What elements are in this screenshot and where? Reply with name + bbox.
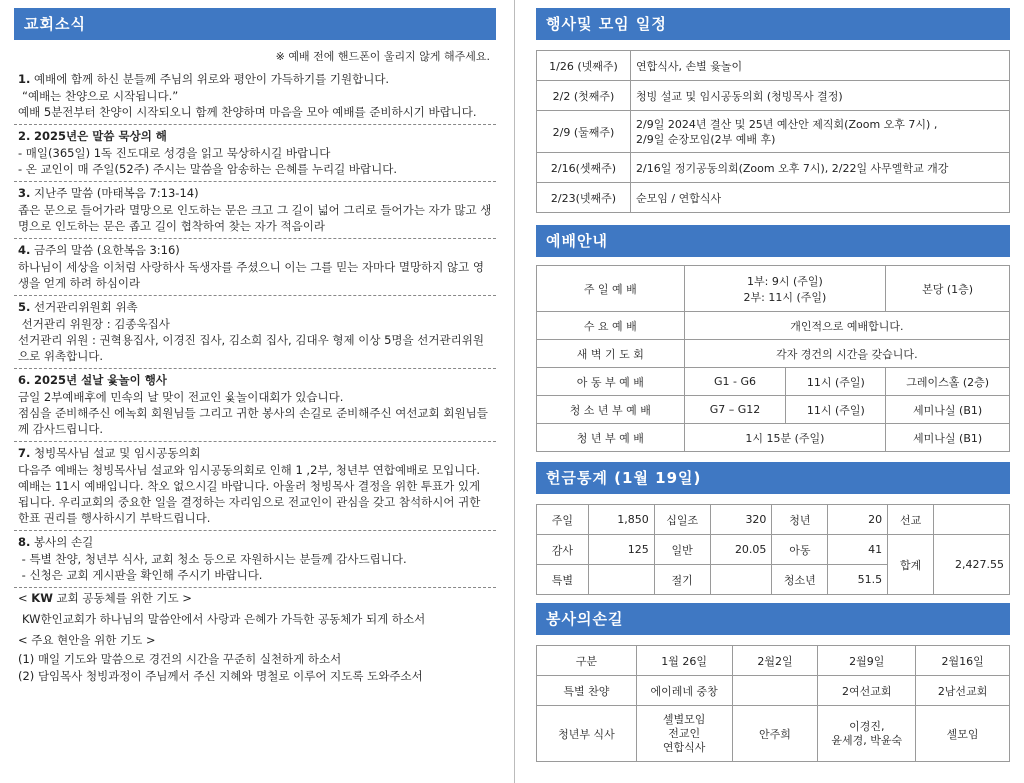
worship-table xyxy=(536,265,1010,452)
offering-value: 20 xyxy=(828,505,888,535)
worship-time xyxy=(684,266,886,312)
worship-name: 주 일 예 배 xyxy=(537,266,685,312)
table-row xyxy=(537,535,1010,565)
news-item-number: 3. xyxy=(18,186,31,200)
table-row xyxy=(537,51,1010,81)
news-item-line: 좁은 문으로 들어가라 멸망으로 인도하는 문은 크고 그 길이 넓어 그리로 들어가는 자가 많고 생명으로 인도하는 문은 좁고 길이 협착하여 찾는 자가 적음이라 xyxy=(18,203,492,233)
community-prayer-text: KW한인교회가 하나님의 말씀안에서 사랑과 은혜가 가득한 공동체가 되게 하소서 xyxy=(22,612,426,626)
news-item-line: 선거관리 위원장 : 김종욱집사 xyxy=(18,317,170,331)
news-item-title: 2025년 설날 윷놀이 행사 xyxy=(34,373,167,387)
offering-label: 감사 xyxy=(537,535,589,565)
table-row xyxy=(537,340,1010,368)
news-item-title: 2025년은 말씀 묵상의 해 xyxy=(34,129,167,143)
volunteer-table xyxy=(536,645,1010,762)
worship-name: 새 벽 기 도 회 xyxy=(537,340,685,368)
issue-prayer-2: (2) 담임목사 청빙과정이 주님께서 주신 지혜와 명철로 이루어 지도록 도와주소서 xyxy=(18,669,423,683)
worship-desc: 개인적으로 예배합니다. xyxy=(684,312,1009,340)
volunteer-col-header: 구분 xyxy=(537,646,637,676)
worship-time: 11시 (주일) xyxy=(786,396,886,424)
volunteer-label: 청년부 식사 xyxy=(537,706,637,762)
news-item-6 xyxy=(14,369,496,442)
table-row xyxy=(537,396,1010,424)
schedule-table xyxy=(536,50,1010,213)
news-item-title: 봉사의 손길 xyxy=(34,535,94,549)
schedule-desc: 2/9일 2024년 결산 및 25년 예산안 제직회(Zoom 오후 7시) , 2/9일 순장모임(2부 예배 후) xyxy=(631,111,1010,153)
table-row xyxy=(537,368,1010,396)
volunteer-cell: 이경진, 윤세경, 박윤숙 xyxy=(818,706,916,762)
volunteer-cell: 셀별모임 전교인 연합식사 xyxy=(636,706,732,762)
sunday-time-2: 2부: 11시 (주일) xyxy=(743,290,827,304)
issue-prayer-1: (1) 매일 기도와 말씀으로 경건의 시간을 꾸준히 실천하게 하소서 xyxy=(18,652,342,666)
news-item-line: “예배는 찬양으로 시작됩니다.” xyxy=(22,89,179,103)
church-news-column xyxy=(14,8,496,778)
schedule-date: 2/2 (첫째주) xyxy=(537,81,631,111)
volunteer-col-header: 2월2일 xyxy=(732,646,818,676)
news-item-line: - 매일(365일) 1독 진도대로 성경을 읽고 묵상하시길 바랍니다 xyxy=(18,146,331,160)
table-row xyxy=(537,676,1010,706)
column-divider xyxy=(514,0,515,783)
volunteer-cell: 안주희 xyxy=(732,706,818,762)
volunteer-header: 봉사의손길 xyxy=(536,603,1010,635)
news-item-number: 6. xyxy=(18,373,31,387)
offering-value: 20.05 xyxy=(710,535,772,565)
news-item-number: 7. xyxy=(18,446,31,460)
table-row xyxy=(537,111,1010,153)
schedule-date: 2/23(넷째주) xyxy=(537,183,631,213)
news-item-line: 점심을 준비해주신 에녹회 회원님들 그리고 귀한 봉사의 손길로 준비해주신 여선교회 회원님들께 감사드립니다. xyxy=(18,406,488,436)
news-item-7 xyxy=(14,442,496,531)
table-row xyxy=(537,81,1010,111)
news-item-title: 지난주 말씀 (마태복음 7:13-14) xyxy=(34,186,199,200)
offering-label: 십일조 xyxy=(654,505,710,535)
news-item-1 xyxy=(14,68,496,125)
offering-table xyxy=(536,504,1010,595)
worship-name: 청 년 부 예 배 xyxy=(537,424,685,452)
worship-place: 본당 (1층) xyxy=(886,266,1010,312)
offering-value xyxy=(710,565,772,595)
news-item-title: 예배에 함께 하신 분들께 주님의 위로와 평안이 가득하기를 기원합니다. xyxy=(34,72,390,86)
volunteer-cell: 2여선교회 xyxy=(818,676,916,706)
schedule-date: 1/26 (넷째주) xyxy=(537,51,631,81)
prayer-title-kw: KW xyxy=(31,591,53,605)
worship-place: 그레이스홀 (2층) xyxy=(886,368,1010,396)
bracket-open: < xyxy=(18,591,32,605)
worship-grade: G7 – G12 xyxy=(684,396,786,424)
table-row xyxy=(537,424,1010,452)
offering-label: 청년 xyxy=(772,505,828,535)
news-item-5 xyxy=(14,296,496,369)
table-row xyxy=(537,266,1010,312)
schedule-desc: 연합식사, 손별 윷놀이 xyxy=(631,51,1010,81)
news-item-4 xyxy=(14,239,496,296)
news-item-line: - 신청은 교회 게시판을 확인해 주시기 바랍니다. xyxy=(18,568,263,582)
news-item-2 xyxy=(14,125,496,182)
schedule-desc: 순모임 / 연합식사 xyxy=(631,183,1010,213)
schedule-desc: 청빙 설교 및 임시공동의회 (청빙목사 결정) xyxy=(631,81,1010,111)
news-item-number: 5. xyxy=(18,300,31,314)
offering-total-value: 2,427.55 xyxy=(934,535,1010,595)
right-column xyxy=(536,8,1010,778)
worship-grade: G1 - G6 xyxy=(684,368,786,396)
phone-notice: ※ 예배 전에 핸드폰이 울리지 않게 해주세요. xyxy=(275,50,490,63)
offering-label: 주일 xyxy=(537,505,589,535)
issues-prayer-title: < 주요 현안을 위한 기도 > xyxy=(18,633,156,647)
offering-label: 특별 xyxy=(537,565,589,595)
offering-label: 절기 xyxy=(654,565,710,595)
offering-value: 41 xyxy=(828,535,888,565)
table-row xyxy=(537,646,1010,676)
volunteer-cell: 에이레네 중창 xyxy=(636,676,732,706)
worship-place: 세미나실 (B1) xyxy=(886,396,1010,424)
offering-value xyxy=(588,565,654,595)
table-row xyxy=(537,183,1010,213)
prayer-title-rest: 교회 공동체를 위한 기도 > xyxy=(52,591,192,605)
volunteer-cell: 2남선교회 xyxy=(916,676,1010,706)
volunteer-col-header: 2월16일 xyxy=(916,646,1010,676)
offering-value: 320 xyxy=(710,505,772,535)
news-item-line: 다음주 예배는 청빙목사님 설교와 임시공동의회로 인해 1 ,2부, 청년부 연합예배로 모입니다. 예배는 11시 예배입니다. 착오 없으시길 바랍니다. 아울러 청빙목사 결정을 위한 투표가 있게 됩니다. 우리교회의 중요한 일을 결정하는 자리임으로 전교인이 관심을 갖고 참석하시어 귀한 한표 권리를 행사하시기 부탁드립니다. xyxy=(18,463,481,525)
news-item-line: 하나님이 세상을 이처럼 사랑하사 독생자를 주셨으니 이는 그를 믿는 자마다 멸망하지 않고 영생을 얻게 하려 하심이라 xyxy=(18,260,485,290)
news-item-8 xyxy=(14,531,496,588)
sunday-time-1: 1부: 9시 (주일) xyxy=(747,274,823,288)
offering-header: 헌금통계 (1월 19일) xyxy=(536,462,1010,494)
worship-name: 수 요 예 배 xyxy=(537,312,685,340)
worship-desc: 각자 경건의 시간을 갖습니다. xyxy=(684,340,1009,368)
schedule-header: 행사및 모임 일정 xyxy=(536,8,1010,40)
church-news-header: 교회소식 xyxy=(14,8,496,40)
schedule-desc: 2/16일 정기공동의회(Zoom 오후 7시), 2/22일 사무엘학교 개강 xyxy=(631,153,1010,183)
news-item-line: 금일 2부예배후에 민속의 날 맞이 전교인 윷놀이대회가 있습니다. xyxy=(18,390,344,404)
table-row xyxy=(537,706,1010,762)
news-item-line: 선거관리 위원 : 권혁용집사, 이경진 집사, 김소희 집사, 김대우 형제 이상 5명을 선거관리위원으로 위촉합니다. xyxy=(18,333,484,363)
volunteer-label: 특별 찬양 xyxy=(537,676,637,706)
news-item-number: 8. xyxy=(18,535,31,549)
table-row xyxy=(537,153,1010,183)
news-item-3 xyxy=(14,182,496,239)
worship-time: 1시 15분 (주일) xyxy=(684,424,886,452)
offering-value: 1,850 xyxy=(588,505,654,535)
community-prayer-title xyxy=(14,588,496,609)
table-row xyxy=(537,505,1010,535)
worship-name: 아 동 부 예 배 xyxy=(537,368,685,396)
worship-header: 예배안내 xyxy=(536,225,1010,257)
news-item-line: - 온 교인이 매 주일(52주) 주시는 말씀을 암송하는 은혜를 누리길 바랍니다. xyxy=(18,162,398,176)
worship-name: 청 소 년 부 예 배 xyxy=(537,396,685,424)
offering-value: 125 xyxy=(588,535,654,565)
volunteer-cell: 셀모임 xyxy=(916,706,1010,762)
offering-label: 일반 xyxy=(654,535,710,565)
worship-place: 세미나실 (B1) xyxy=(886,424,1010,452)
volunteer-col-header: 2월9일 xyxy=(818,646,916,676)
news-item-title: 선거관리위원회 위촉 xyxy=(34,300,138,314)
offering-label: 청소년 xyxy=(772,565,828,595)
news-item-title: 금주의 말씀 (요한복음 3:16) xyxy=(34,243,180,257)
volunteer-cell xyxy=(732,676,818,706)
news-item-number: 1. xyxy=(18,72,31,86)
offering-total-label: 합계 xyxy=(888,535,934,595)
offering-label: 선교 xyxy=(888,505,934,535)
offering-value: 51.5 xyxy=(828,565,888,595)
schedule-date: 2/9 (둘째주) xyxy=(537,111,631,153)
offering-label: 아동 xyxy=(772,535,828,565)
news-item-title: 청빙목사님 설교 및 임시공동의회 xyxy=(34,446,201,460)
worship-time: 11시 (주일) xyxy=(786,368,886,396)
news-item-number: 2. xyxy=(18,129,31,143)
offering-value xyxy=(934,505,1010,535)
volunteer-col-header: 1월 26일 xyxy=(636,646,732,676)
news-item-number: 4. xyxy=(18,243,31,257)
news-item-line: - 특별 찬양, 청년부 식사, 교회 청소 등으로 자원하시는 분들께 감사드립니다. xyxy=(18,552,407,566)
news-item-line: 예배 5분전부터 찬양이 시작되오니 함께 찬양하며 마음을 모아 예배를 준비하시기 바랍니다. xyxy=(18,105,477,119)
table-row xyxy=(537,312,1010,340)
schedule-date: 2/16(셋째주) xyxy=(537,153,631,183)
